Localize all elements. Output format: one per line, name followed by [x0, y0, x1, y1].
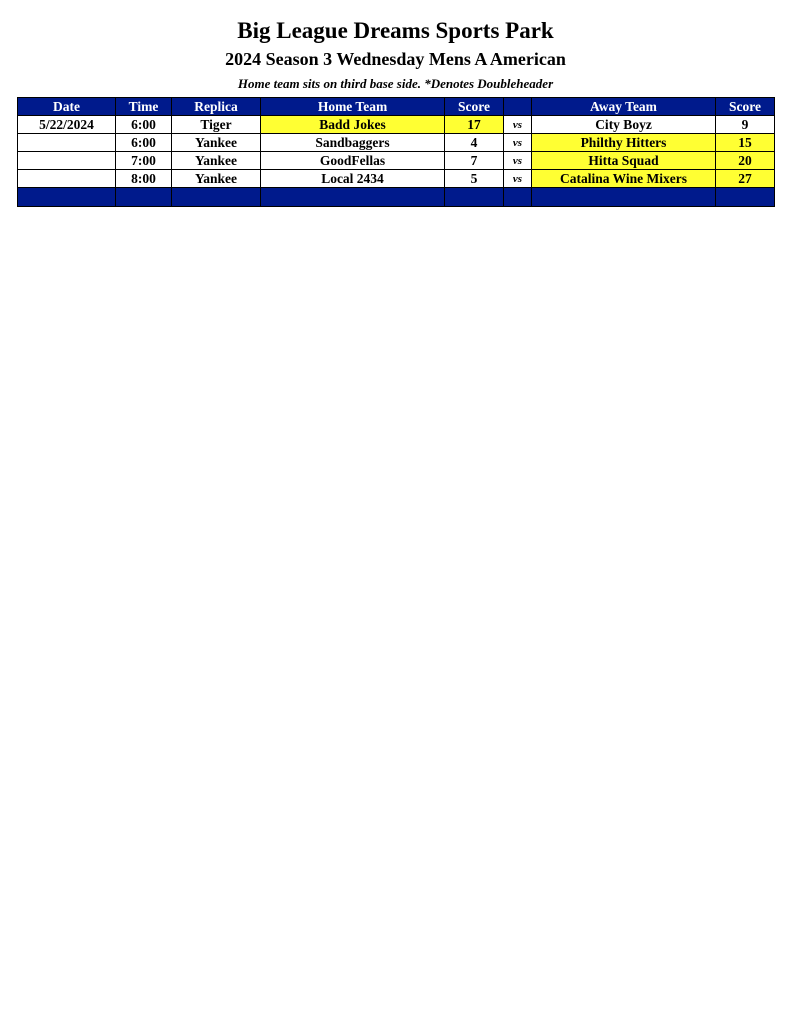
column-header-time: Time: [116, 98, 172, 116]
cell-away-score: 9: [716, 116, 775, 134]
column-header-date: Date: [18, 98, 116, 116]
cell-home-team: Sandbaggers: [261, 134, 445, 152]
column-header-home-score: Score: [445, 98, 504, 116]
table-header-row: [18, 98, 775, 116]
column-header-home-team: Home Team: [261, 98, 445, 116]
cell-home-score: 5: [445, 170, 504, 188]
cell-home-score: 7: [445, 152, 504, 170]
cell-date: [18, 170, 116, 188]
footer-cell: [716, 188, 775, 207]
cell-replica: Yankee: [172, 170, 261, 188]
schedule-table: [17, 97, 775, 207]
cell-vs: vs: [504, 170, 532, 188]
cell-time: 8:00: [116, 170, 172, 188]
column-header-away-score: Score: [716, 98, 775, 116]
cell-replica: Tiger: [172, 116, 261, 134]
footer-cell: [116, 188, 172, 207]
cell-away-team: Hitta Squad: [532, 152, 716, 170]
cell-vs: vs: [504, 152, 532, 170]
page-title: Big League Dreams Sports Park: [237, 18, 554, 43]
footer-cell: [532, 188, 716, 207]
cell-home-score: 17: [445, 116, 504, 134]
cell-home-score: 4: [445, 134, 504, 152]
footer-cell: [504, 188, 532, 207]
cell-away-team: Catalina Wine Mixers: [532, 170, 716, 188]
footer-cell: [445, 188, 504, 207]
cell-away-score: 20: [716, 152, 775, 170]
cell-date: [18, 134, 116, 152]
page-note: Home team sits on third base side. *Denotes Doubleheader: [237, 76, 554, 91]
footer-cell: [261, 188, 445, 207]
cell-away-score: 15: [716, 134, 775, 152]
cell-time: 6:00: [116, 134, 172, 152]
cell-replica: Yankee: [172, 134, 261, 152]
cell-vs: vs: [504, 116, 532, 134]
table-row: [18, 116, 775, 134]
page-subtitle: 2024 Season 3 Wednesday Mens A American: [225, 49, 566, 69]
table-footer-row: [18, 188, 775, 207]
table-row: [18, 134, 775, 152]
cell-time: 6:00: [116, 116, 172, 134]
cell-date: 5/22/2024: [18, 116, 116, 134]
cell-date: [18, 152, 116, 170]
column-header-replica: Replica: [172, 98, 261, 116]
column-header-vs: [504, 98, 532, 116]
cell-replica: Yankee: [172, 152, 261, 170]
footer-cell: [172, 188, 261, 207]
cell-away-score: 27: [716, 170, 775, 188]
cell-away-team: City Boyz: [532, 116, 716, 134]
cell-home-team: GoodFellas: [261, 152, 445, 170]
cell-time: 7:00: [116, 152, 172, 170]
cell-home-team: Badd Jokes: [261, 116, 445, 134]
table-row: [18, 170, 775, 188]
footer-cell: [18, 188, 116, 207]
cell-away-team: Philthy Hitters: [532, 134, 716, 152]
column-header-away-team: Away Team: [532, 98, 716, 116]
cell-home-team: Local 2434: [261, 170, 445, 188]
table-row: [18, 152, 775, 170]
cell-vs: vs: [504, 134, 532, 152]
